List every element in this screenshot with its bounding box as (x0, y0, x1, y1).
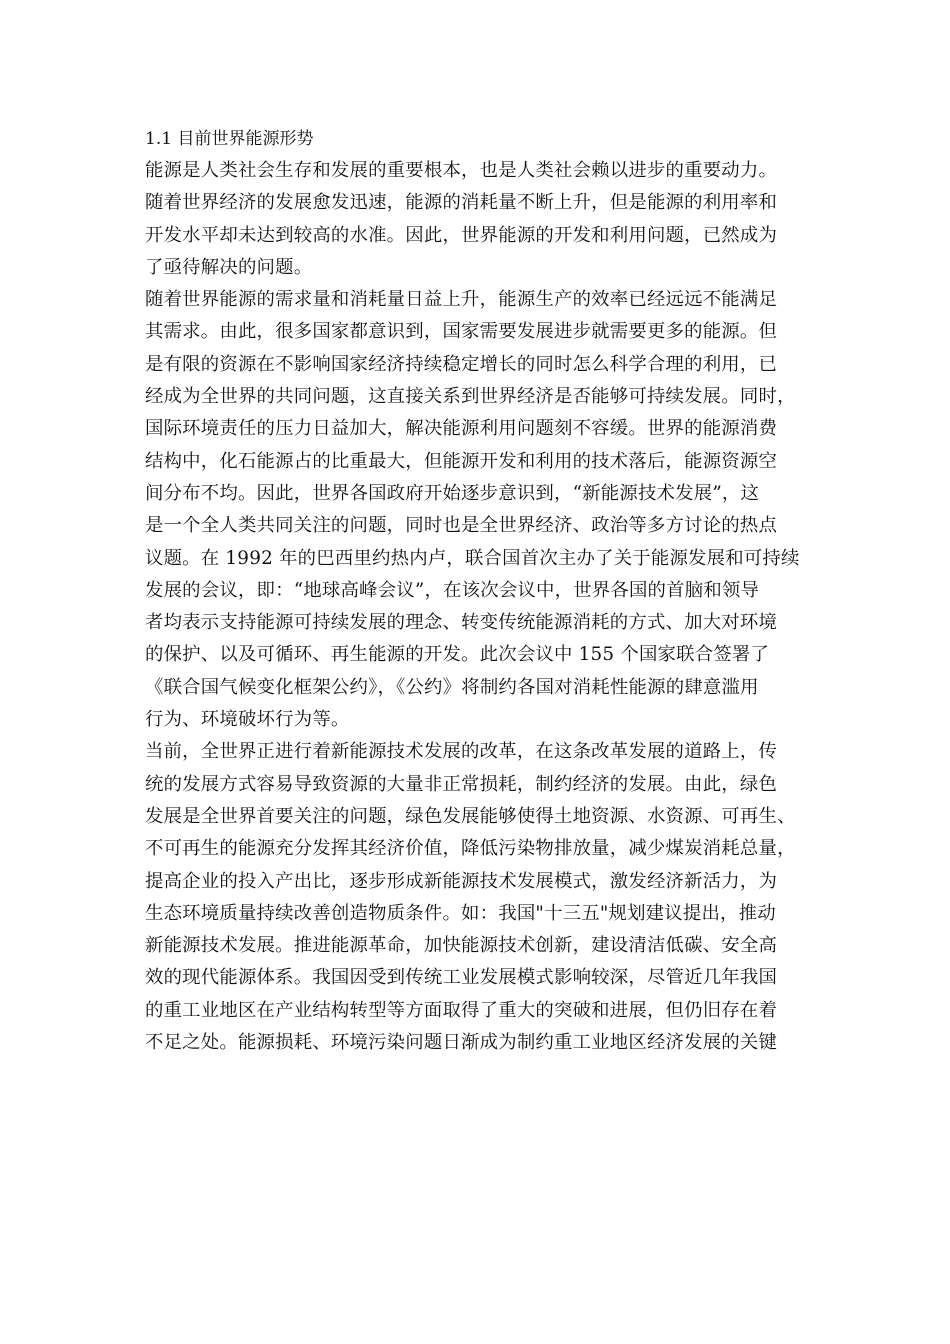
text-line: 发展的会议，即：“地球高峰会议”，在该次会议中，世界各国的首脑和领导 (145, 579, 760, 601)
text-line: 发展是全世界首要关注的问题，绿色发展能够使得土地资源、水资源、可再生、 (145, 805, 796, 827)
text-line: 开发水平却未达到较高的水准。因此，世界能源的开发和利用问题，已然成为 (145, 224, 778, 246)
text-line: 行为、环境破坏行为等。 (145, 709, 350, 731)
text-line: 提高企业的投入产出比，逐步形成新能源技术发展模式，激发经济新活力，为 (145, 870, 778, 892)
text-line: 统的发展方式容易导致资源的大量非正常损耗，制约经济的发展。由此，绿色 (145, 773, 778, 795)
text-line: 不足之处。能源损耗、环境污染问题日渐成为制约重工业地区经济发展的关键 (145, 1032, 778, 1054)
text-line: 者均表示支持能源可持续发展的理念、转变传统能源消耗的方式、加大对环境 (145, 612, 778, 634)
paragraph-1 (145, 155, 815, 284)
text-line: 经成为全世界的共同问题，这直接关系到世界经济是否能够可持续发展。同时， (145, 386, 796, 408)
text-line: 议题。在 1992 年的巴西里约热内卢，联合国首次主办了关于能源发展和可持续 (145, 547, 800, 569)
paragraph-2 (145, 284, 815, 736)
text-line: 随着世界经济的发展愈发迅速，能源的消耗量不断上升，但是能源的利用率和 (145, 192, 778, 214)
text-line: 能源是人类社会生存和发展的重要根本，也是人类社会赖以进步的重要动力。 (145, 160, 778, 181)
text-line: 结构中，化石能源占的比重最大，但能源开发和利用的技术落后，能源资源空 (145, 450, 778, 472)
text-line: 效的现代能源体系。我国因受到传统工业发展模式影响较深，尽管近几年我国 (145, 967, 778, 989)
text-line: 间分布不均。因此，世界各国政府开始逐步意识到，“新能源技术发展”，这 (145, 482, 760, 504)
text-line: 是有限的资源在不影响国家经济持续稳定增长的同时怎么科学合理的利用，已 (145, 353, 778, 375)
paragraph-3 (145, 736, 815, 1059)
text-line: 是一个全人类共同关注的问题，同时也是全世界经济、政治等多方讨论的热点 (145, 515, 778, 537)
section-heading: 1.1 目前世界能源形势 (145, 129, 314, 149)
text-line: 新能源技术发展。推进能源革命，加快能源技术创新，建设清洁低碳、安全高 (145, 935, 778, 957)
text-line: 其需求。由此，很多国家都意识到，国家需要发展进步就需要更多的能源。但 (145, 321, 778, 343)
document-body (145, 123, 815, 1059)
text-line: 《联合国气候变化框架公约》，《公约》将制约各国对消耗性能源的肆意滥用 (145, 676, 759, 698)
text-line: 当前，全世界正进行着新能源技术发展的改革，在这条改革发展的道路上，传 (145, 741, 778, 763)
text-line: 了亟待解决的问题。 (145, 256, 313, 278)
text-line: 生态环境质量持续改善创造物质条件。如：我国"十三五"规划建议提出，推动 (145, 902, 776, 924)
text-line: 随着世界能源的需求量和消耗量日益上升，能源生产的效率已经远远不能满足 (145, 289, 778, 311)
text-line: 的重工业地区在产业结构转型等方面取得了重大的突破和进展，但仍旧存在着 (145, 999, 778, 1021)
text-line: 不可再生的能源充分发挥其经济价值，降低污染物排放量，减少煤炭消耗总量， (145, 838, 796, 860)
text-line: 国际环境责任的压力日益加大，解决能源利用问题刻不容缓。世界的能源消费 (145, 418, 778, 440)
text-line: 的保护、以及可循环、再生能源的开发。此次会议中 155 个国家联合签署了 (145, 644, 770, 666)
